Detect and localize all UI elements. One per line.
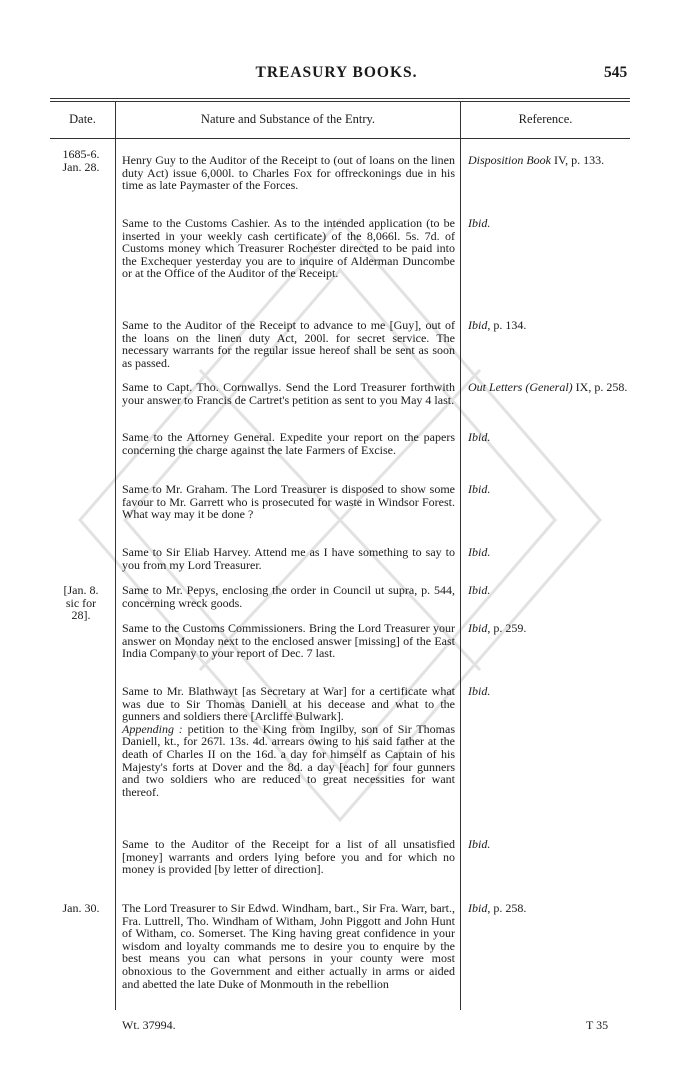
reference-source: Ibid. (468, 216, 491, 230)
appending-label: Appending : (122, 721, 183, 736)
column-header-nature: Nature and Substance of the Entry. (200, 112, 376, 126)
entry-body: The Lord Treasurer to Sir Edwd. Windham, bart., Sir Fra. Warr, bart., Fra. Luttrell, Tho. Windham of Witham, John Piggott and John Hunt of Witham, co. Somerset. The King having great confidence in your wisdom and loyalty commands me to desire you to enquire by the best means you can what persons in your county were most obnoxious to the Government and either actually in arms or aided and abetted the late Duke of Monmouth in the rebellion (122, 901, 455, 991)
reference-source: Ibid. (468, 837, 491, 851)
entry-reference (468, 685, 630, 698)
entry-date: [Jan. 8. sic for 28]. (63, 583, 99, 623)
reference-source: Out Letters (General) (468, 380, 573, 394)
reference-source: Ibid. (468, 482, 491, 496)
entry-text (122, 319, 455, 369)
entry-text (122, 483, 455, 521)
footer-signature: T 35 (586, 1018, 609, 1032)
entry-text (122, 546, 455, 571)
entry-text (122, 622, 455, 660)
entry-reference (468, 217, 630, 230)
column-divider-1-body (115, 138, 116, 1010)
entry-body: Same to Sir Eliab Harvey. Attend me as I have something to say to you from my Lord Treasurer. (122, 545, 455, 572)
entry-body: Same to the Auditor of the Receipt to advance to me [Guy], out of the loans on the linen duty Act, 200l. for secret service. The necessary warrants for the regular issue hereof shall be sent as soon as passed. (122, 318, 455, 370)
entry-body: Same to Capt. Tho. Cornwallys. Send the Lord Treasurer forthwith your answer to Francis de Cartret's petition as sent to you May 4 last. (122, 380, 455, 407)
entry-text (122, 154, 455, 192)
reference-source: Ibid (468, 901, 488, 915)
entry-body: Henry Guy to the Auditor of the Receipt to (out of loans on the linen duty Act) issue 6,000l. to Charles Fox for offreckonings due in his time as late Paymaster of the Forces. (122, 153, 455, 193)
entry-body: Same to the Customs Commissioners. Bring the Lord Treasurer your answer on Monday next to the enclosed answer [missing] of the East India Company to your report of Dec. 7 last. (122, 621, 455, 661)
entry-body: Same to Mr. Graham. The Lord Treasurer is disposed to show some favour to Mr. Garrett who is prosecuted for waste in Windsor Forest. What way may it be done ? (122, 482, 455, 522)
running-title: TREASURY BOOKS. (255, 64, 418, 81)
column-header-reference: Reference. (518, 112, 573, 126)
header-rule-bottom (50, 138, 630, 139)
appending-text: petition to the King from Ingilby, son of Sir Thomas Daniell, kt., for 267l. 13s. 4d. arrears owing to his said father at the death of Charles II on the 16d. a day for himself as Captain of his Majesty's forts at Dover and the 8d. a day [each] for four gunners and two soldiers who are reduced to great necessities for want thereof. (122, 721, 455, 799)
entry-body: Same to Mr. Blathwayt [as Secretary at War] for a certificate what was due to Sir Thomas Daniell at his decease and what to the gunners and soldiers there [Arcliffe Bulwark]. (122, 684, 455, 724)
entry-reference (468, 838, 630, 851)
reference-locator: IV, p. 133. (551, 153, 605, 167)
entry-reference (468, 584, 630, 597)
entry-date: Jan. 30. (62, 901, 100, 915)
entry-text (122, 584, 455, 609)
entry-text (122, 685, 455, 798)
reference-source: Ibid (468, 318, 488, 332)
entry-body: Same to the Auditor of the Receipt for a list of all unsatisfied [money] warrants and orders lying before you and for which no money is provided [by letter of direction]. (122, 837, 455, 877)
header-rule-top-2 (50, 101, 630, 102)
entry-reference (468, 381, 630, 394)
header-rule-top (50, 98, 630, 99)
entry-reference (468, 431, 630, 444)
entry-text (122, 902, 455, 990)
entry-body: Same to the Attorney General. Expedite your report on the papers concerning the charge against the late Farmers of Excise. (122, 430, 455, 457)
reference-source: Ibid. (468, 684, 491, 698)
entry-reference (468, 154, 630, 167)
entry-date: 1685-6. Jan. 28. (62, 147, 100, 174)
entry-text (122, 381, 455, 406)
entry-reference (468, 622, 630, 635)
column-divider-2-body (460, 138, 461, 1010)
entry-text (122, 431, 455, 456)
column-header-date: Date. (69, 112, 96, 126)
entry-reference (468, 483, 630, 496)
entry-reference (468, 319, 630, 332)
reference-source: Ibid. (468, 430, 491, 444)
entry-reference (468, 902, 630, 915)
reference-source: Ibid (468, 621, 488, 635)
entry-appending (122, 723, 455, 799)
reference-source: Ibid. (468, 583, 491, 597)
entry-text (122, 838, 455, 876)
entry-body: Same to Mr. Pepys, enclosing the order in Council ut supra, p. 544, concerning wreck goods. (122, 583, 455, 610)
entry-text (122, 217, 455, 280)
reference-source: Disposition Book (468, 153, 551, 167)
page-number: 545 (604, 64, 628, 81)
reference-locator: , p. 259. (487, 621, 527, 635)
reference-locator: IX, p. 258. (572, 380, 628, 394)
entry-body: Same to the Customs Cashier. As to the intended application (to be inserted in your weekly cash certificate) of the 8,066l. 5s. 7d. of Customs money which Treasurer Rochester directed to be paid into the Exchequer yesterday you are to inquire of Alderman Duncombe or at the Office of the Auditor of the Receipt. (122, 216, 455, 281)
reference-locator: , p. 134. (487, 318, 527, 332)
reference-locator: , p. 258. (487, 901, 527, 915)
entry-reference (468, 546, 630, 559)
footer-warrant-number: Wt. 37994. (122, 1018, 176, 1032)
reference-source: Ibid. (468, 545, 491, 559)
